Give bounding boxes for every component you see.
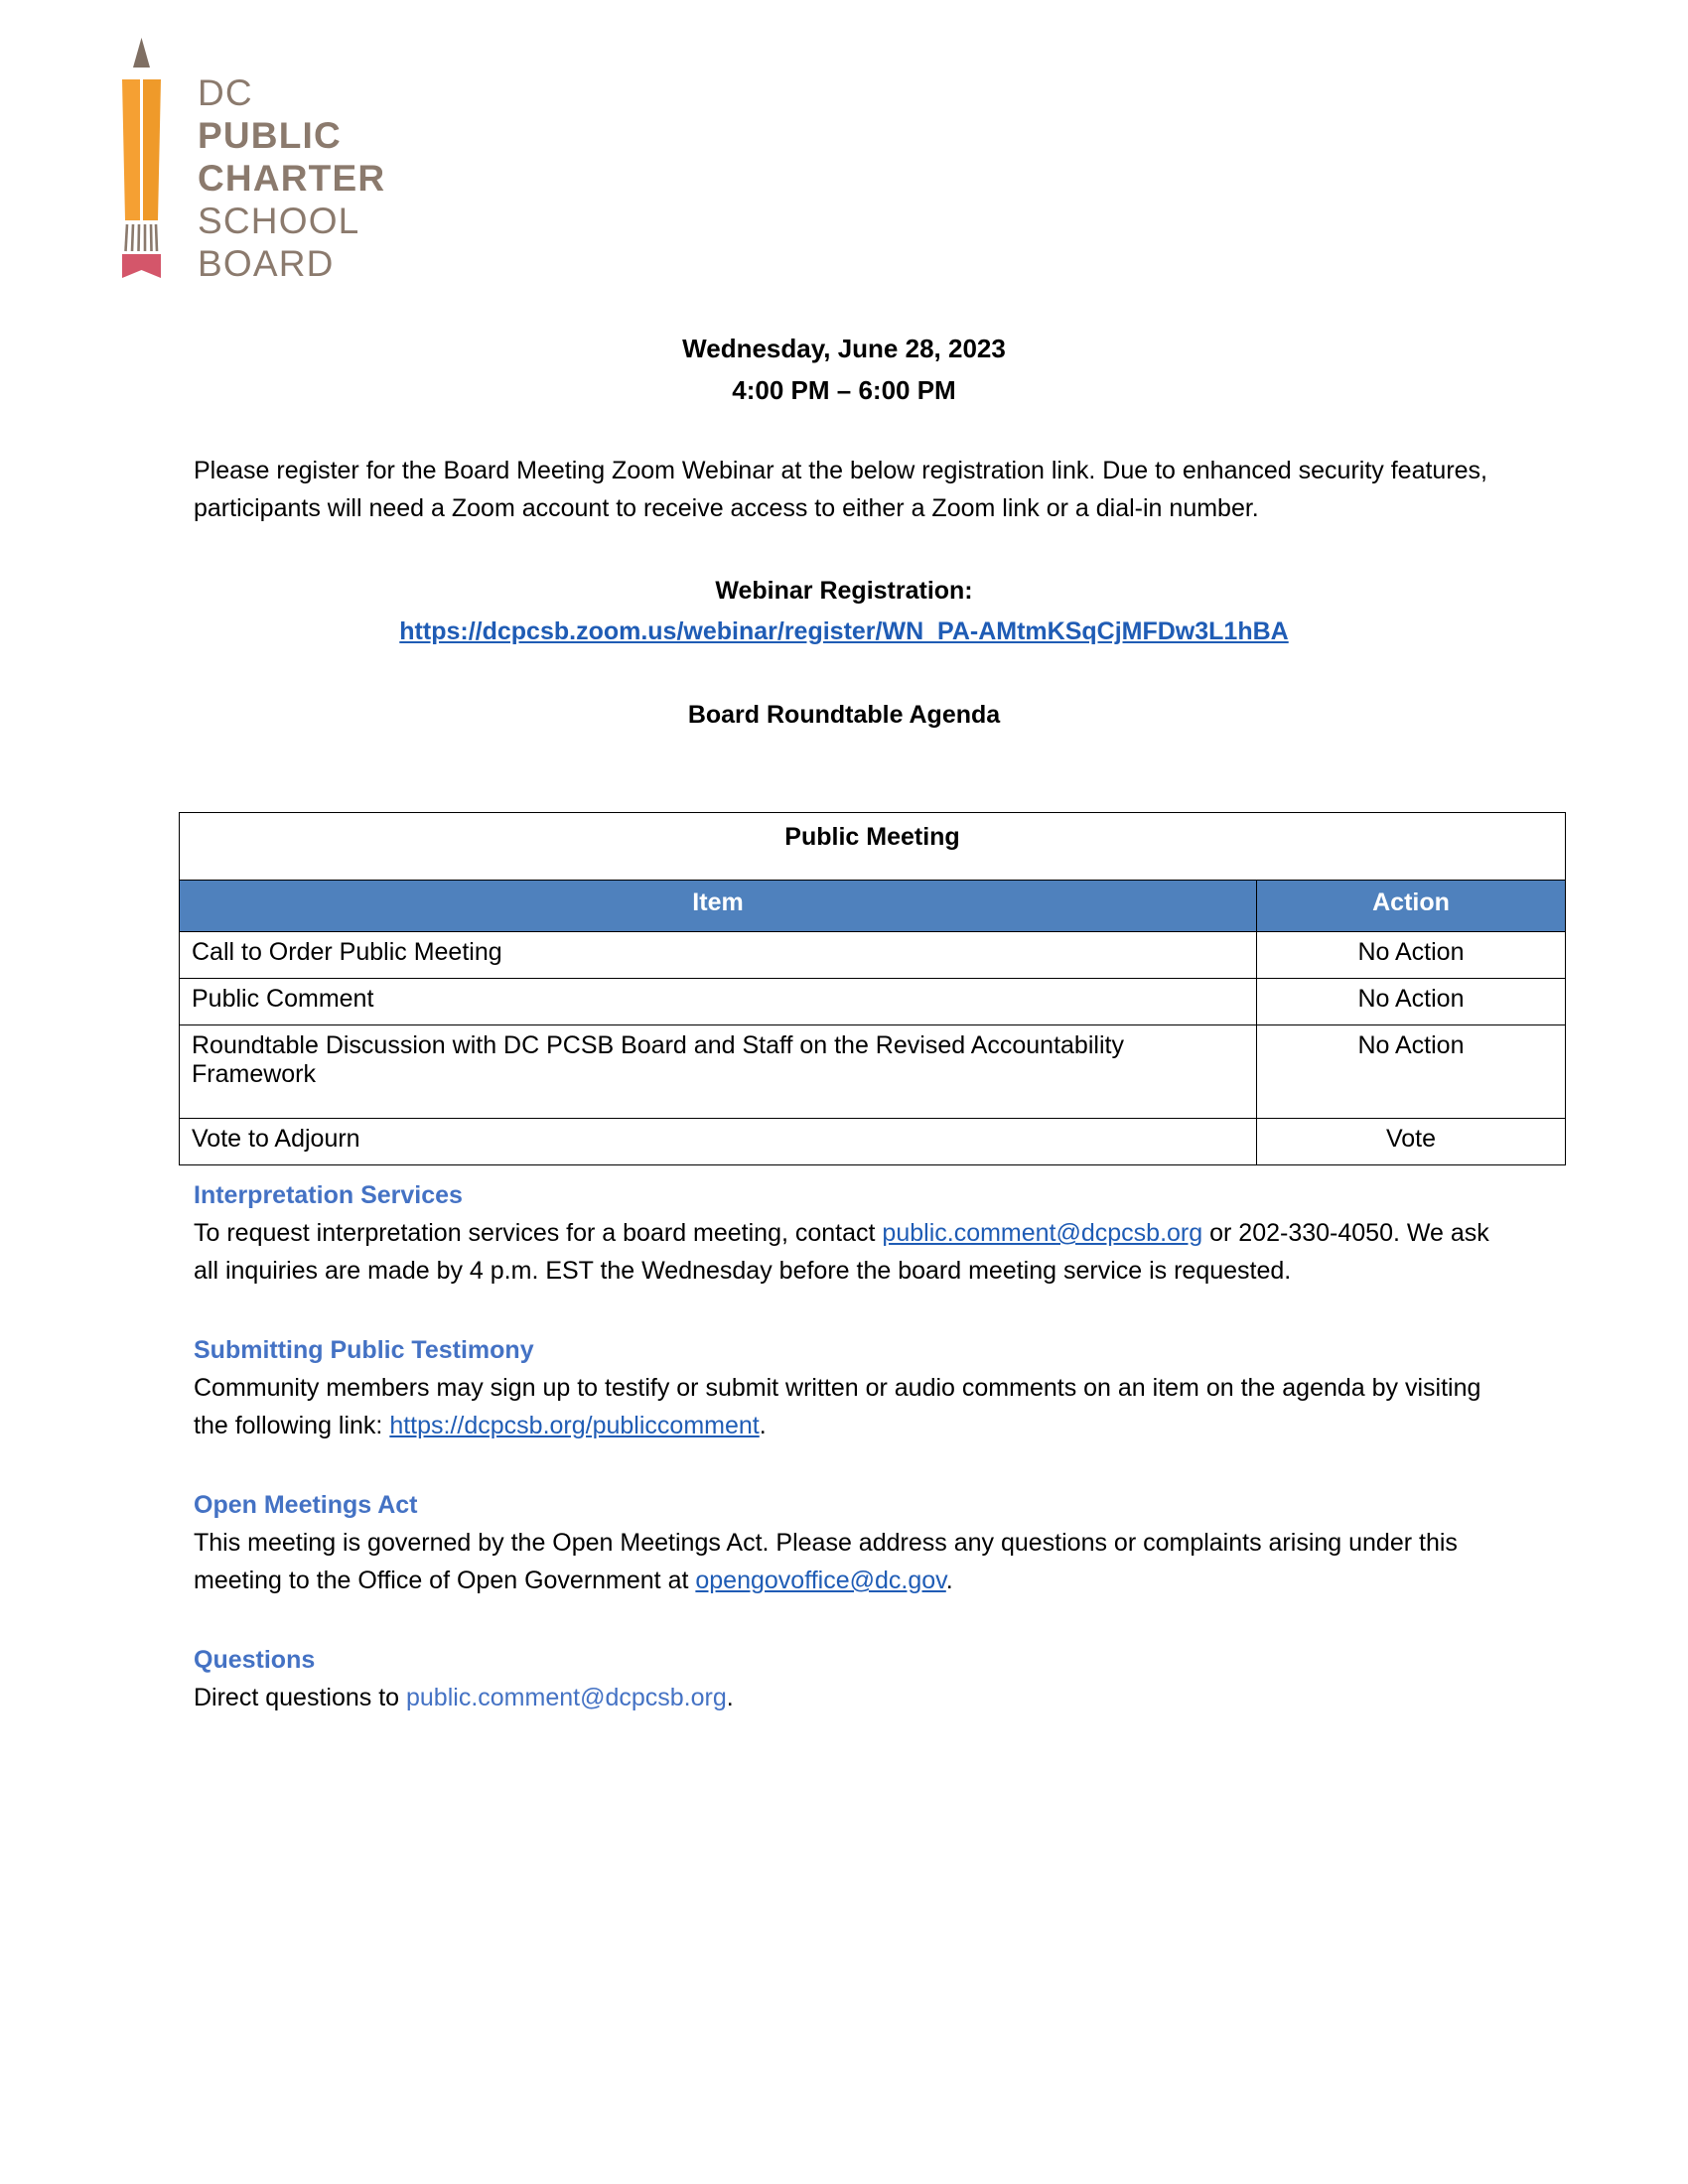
row-item: Roundtable Discussion with DC PCSB Board and Staff on the Revised Accountability Framework [180, 1025, 1257, 1119]
agenda-table-container [179, 812, 1565, 1165]
section-body [194, 1679, 1504, 1716]
table-header-row [180, 881, 1566, 932]
opengov-email-link[interactable]: opengovoffice@dc.gov [695, 1567, 946, 1594]
logo-line-public: PUBLIC [198, 115, 342, 156]
section-heading: Interpretation Services [194, 1181, 463, 1209]
table-title-row [180, 813, 1566, 881]
table-row [180, 1025, 1566, 1119]
column-header-item: Item [180, 881, 1257, 932]
email-link[interactable]: public.comment@dcpcsb.org [882, 1219, 1203, 1247]
text-after-link: . [726, 1684, 734, 1711]
section-heading: Questions [194, 1646, 316, 1674]
row-item: Vote to Adjourn [180, 1119, 1257, 1165]
section-body [194, 1214, 1504, 1290]
logo-line-dc: DC [198, 72, 253, 113]
row-item: Call to Order Public Meeting [180, 932, 1257, 979]
intro-block [194, 452, 1494, 734]
section-interpretation-services [194, 1176, 1504, 1290]
text-before-link: This meeting is governed by the Open Meetings Act. Please address any questions or complaints arising under this meeting to the Office of Open Government at [194, 1529, 1458, 1594]
section-open-meetings-act [194, 1486, 1504, 1599]
text-before-link: To request interpretation services for a board meeting, contact [194, 1219, 883, 1247]
row-action: No Action [1257, 979, 1566, 1025]
row-action: Vote [1257, 1119, 1566, 1165]
table-row [180, 979, 1566, 1025]
logo-line-board: BOARD [198, 243, 335, 284]
table-title-cell: Public Meeting [180, 813, 1566, 881]
row-action: No Action [1257, 932, 1566, 979]
section-submitting-public-testimony [194, 1331, 1504, 1444]
row-action: No Action [1257, 1025, 1566, 1119]
intro-paragraph: Please register for the Board Meeting Zoom Webinar at the below registration link. Due to enhanced security features, participants will need a Zoom account to receive access to either a Zoom link or a dial-in number. [194, 457, 1488, 522]
agenda-table [179, 812, 1566, 1165]
logo-line-school: SCHOOL [198, 201, 360, 241]
section-heading: Submitting Public Testimony [194, 1336, 534, 1364]
meeting-date: Wednesday, June 28, 2023 [682, 334, 1006, 363]
pencil-icon [99, 30, 184, 293]
meeting-time: 4:00 PM – 6:00 PM [732, 375, 956, 405]
section-body [194, 1369, 1504, 1444]
text-after-link: . [759, 1412, 767, 1439]
dc-pcsb-logo [99, 30, 385, 293]
column-header-action: Action [1257, 881, 1566, 932]
row-item: Public Comment [180, 979, 1257, 1025]
text-before-link: Direct questions to [194, 1684, 406, 1711]
info-sections [194, 1176, 1504, 1758]
logo-line-charter: CHARTER [198, 158, 386, 199]
text-before-link: Community members may sign up to testify or submit written or audio comments on an item on the agenda by visiting the following link: [194, 1374, 1481, 1439]
email-link[interactable]: public.comment@dcpcsb.org [406, 1684, 727, 1711]
text-after-link: . [945, 1567, 953, 1594]
section-body [194, 1524, 1504, 1599]
section-questions [194, 1641, 1504, 1716]
table-row [180, 1119, 1566, 1165]
publiccomment-link[interactable]: https://dcpcsb.org/publiccomment [389, 1412, 760, 1439]
agenda-title: Board Roundtable Agenda [687, 701, 1001, 729]
table-row [180, 932, 1566, 979]
registration-link[interactable]: https://dcpcsb.zoom.us/webinar/register/WN_PA-AMtmKSqCjMFDw3L1hBA [399, 617, 1289, 645]
text-after-link: or 202-330-4050. We ask all inquiries are made by 4 p.m. EST the Wednesday before the board meeting service is requested. [194, 1219, 1489, 1285]
section-heading: Open Meetings Act [194, 1491, 418, 1519]
registration-title: Webinar Registration: [715, 577, 973, 605]
logo-wordmark [198, 71, 385, 285]
meeting-datetime [0, 328, 1688, 411]
registration-url-line [194, 611, 1494, 652]
